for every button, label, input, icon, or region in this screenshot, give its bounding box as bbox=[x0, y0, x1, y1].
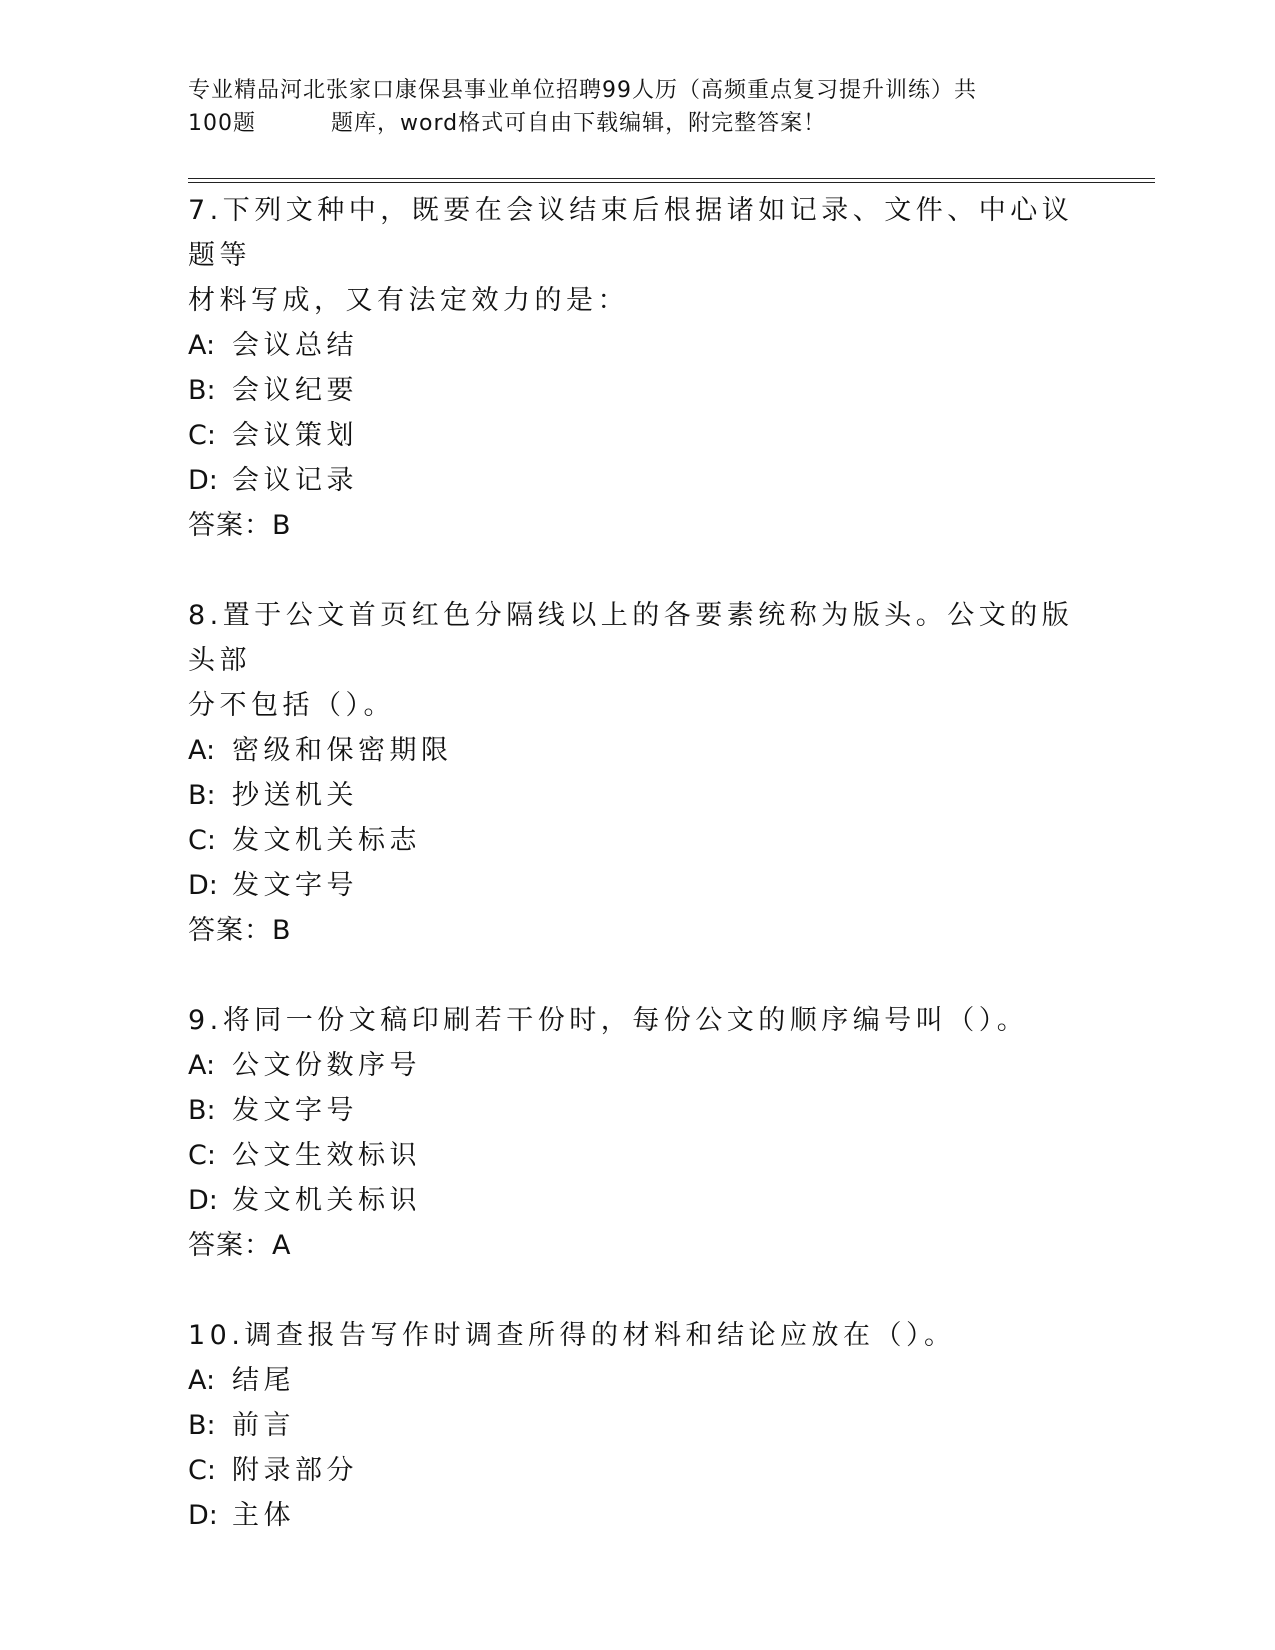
header-title-line2 bbox=[188, 107, 1088, 140]
option-b bbox=[188, 1403, 1088, 1448]
question-item bbox=[188, 1313, 1088, 1538]
option-key: B: bbox=[188, 375, 216, 406]
option-a bbox=[188, 323, 1088, 368]
document-header bbox=[188, 74, 1088, 140]
option-b bbox=[188, 368, 1088, 413]
option-text: 抄送机关 bbox=[232, 780, 358, 811]
option-key: B: bbox=[188, 1095, 216, 1126]
option-key: A: bbox=[188, 1365, 216, 1396]
question-stem-line1: 8.置于公文首页红色分隔线以上的各要素统称为版头。公文的版头部 bbox=[188, 600, 1074, 676]
option-key: B: bbox=[188, 1410, 216, 1441]
option-text: 公文生效标识 bbox=[232, 1140, 421, 1171]
option-text: 会议总结 bbox=[232, 330, 358, 361]
option-c bbox=[188, 1133, 1088, 1178]
option-key: A: bbox=[188, 735, 216, 766]
option-key: D: bbox=[188, 1500, 218, 1531]
option-key: A: bbox=[188, 330, 216, 361]
header-question-count: 100题 bbox=[188, 111, 256, 136]
header-divider-top bbox=[188, 178, 1155, 179]
option-text: 发文机关标识 bbox=[232, 1185, 421, 1216]
header-title-line1: 专业精品河北张家口康保县事业单位招聘99人历（高频重点复习提升训练）共 bbox=[188, 78, 977, 103]
option-d bbox=[188, 1493, 1088, 1538]
option-text: 前言 bbox=[232, 1410, 295, 1441]
option-a bbox=[188, 728, 1088, 773]
question-stem-line2: 分不包括（）。 bbox=[188, 690, 395, 721]
option-key: D: bbox=[188, 870, 218, 901]
option-d bbox=[188, 863, 1088, 908]
answer-line: 答案：B bbox=[188, 510, 292, 541]
option-text: 会议纪要 bbox=[232, 375, 358, 406]
question-stem-line2: 材料写成，又有法定效力的是： bbox=[188, 285, 629, 316]
option-key: C: bbox=[188, 825, 216, 856]
option-b bbox=[188, 773, 1088, 818]
option-text: 发文字号 bbox=[232, 1095, 358, 1126]
question-stem-line1: 9.将同一份文稿印刷若干份时，每份公文的顺序编号叫（）。 bbox=[188, 1005, 1029, 1036]
question-stem-line1: 10.调查报告写作时调查所得的材料和结论应放在（）。 bbox=[188, 1320, 956, 1351]
header-format-note: 题库，word格式可自由下载编辑，附完整答案！ bbox=[331, 111, 827, 136]
option-b bbox=[188, 1088, 1088, 1133]
option-key: A: bbox=[188, 1050, 216, 1081]
option-c bbox=[188, 818, 1088, 863]
option-d bbox=[188, 1178, 1088, 1223]
answer-line: 答案：B bbox=[188, 915, 292, 946]
option-key: B: bbox=[188, 780, 216, 811]
option-key: C: bbox=[188, 420, 216, 451]
question-list bbox=[188, 188, 1088, 1538]
option-c bbox=[188, 413, 1088, 458]
question-item bbox=[188, 593, 1088, 953]
option-text: 密级和保密期限 bbox=[232, 735, 453, 766]
option-key: D: bbox=[188, 465, 218, 496]
option-c bbox=[188, 1448, 1088, 1493]
option-a bbox=[188, 1043, 1088, 1088]
option-text: 会议记录 bbox=[232, 465, 358, 496]
option-key: C: bbox=[188, 1455, 216, 1486]
header-divider-bottom bbox=[188, 182, 1155, 183]
question-stem-line1: 7.下列文种中，既要在会议结束后根据诸如记录、文件、中心议题等 bbox=[188, 195, 1074, 271]
question-item bbox=[188, 188, 1088, 548]
option-key: D: bbox=[188, 1185, 218, 1216]
option-key: C: bbox=[188, 1140, 216, 1171]
option-text: 会议策划 bbox=[232, 420, 358, 451]
question-item bbox=[188, 998, 1088, 1268]
option-d bbox=[188, 458, 1088, 503]
option-text: 附录部分 bbox=[232, 1455, 358, 1486]
option-text: 公文份数序号 bbox=[232, 1050, 421, 1081]
option-text: 结尾 bbox=[232, 1365, 295, 1396]
option-text: 发文机关标志 bbox=[232, 825, 421, 856]
option-text: 主体 bbox=[232, 1500, 295, 1531]
option-a bbox=[188, 1358, 1088, 1403]
option-text: 发文字号 bbox=[232, 870, 358, 901]
answer-line: 答案：A bbox=[188, 1230, 292, 1261]
